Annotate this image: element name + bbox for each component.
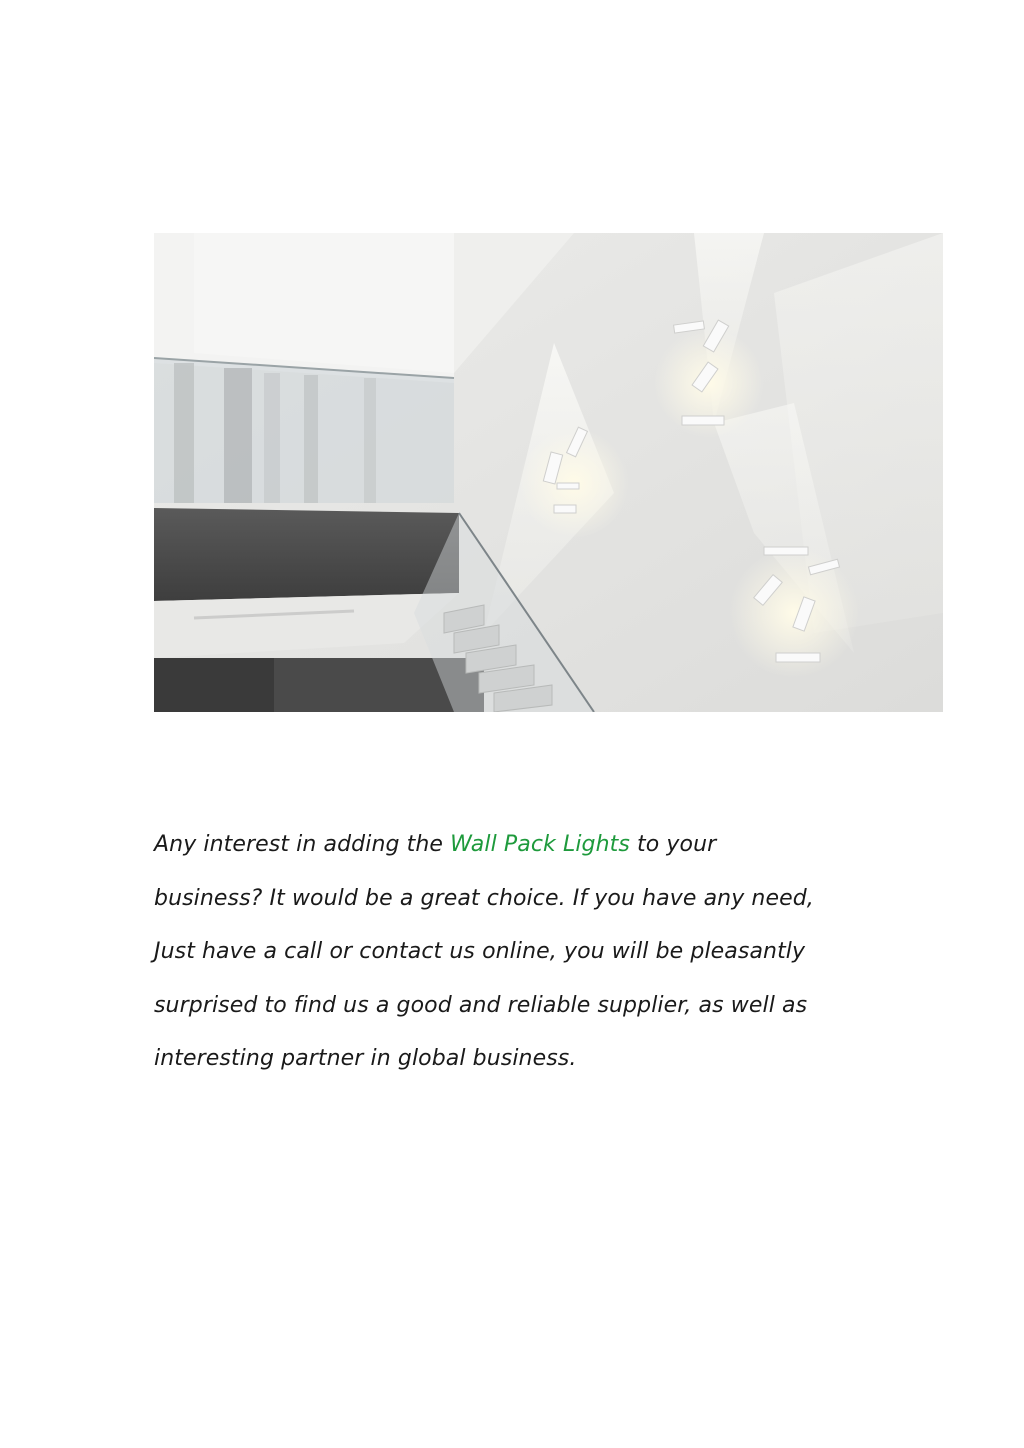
paragraph-line-5: interesting partner in global business. bbox=[154, 1046, 577, 1071]
promo-paragraph bbox=[154, 818, 894, 1086]
paragraph-line-4: surprised to find us a good and reliable supplier, as well as bbox=[154, 992, 808, 1018]
line1-before-text: Any interest in adding the bbox=[154, 832, 451, 857]
paragraph-line-1 bbox=[154, 818, 894, 872]
interior-illustration bbox=[154, 233, 943, 712]
paragraph-line-3: Just have a call or contact us online, you will be pleasantly bbox=[154, 939, 806, 964]
paragraph-line-2: business? It would be a great choice. If you have any need, bbox=[154, 885, 814, 911]
line1-after-text: to your bbox=[629, 832, 717, 857]
wall-pack-lights-link[interactable]: Wall Pack Lights bbox=[450, 832, 630, 857]
interior-photo bbox=[154, 233, 943, 712]
